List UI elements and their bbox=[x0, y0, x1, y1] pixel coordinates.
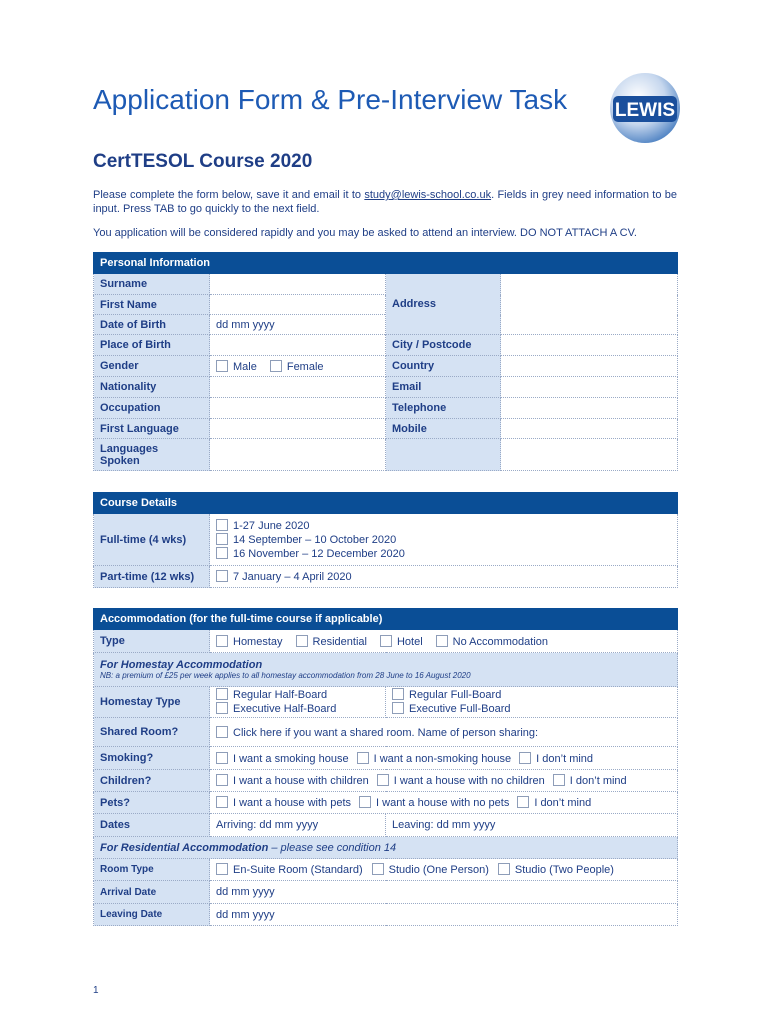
homestay-subheader: For Homestay Accommodation NB: a premium of £25 per week applies to all homestay accommodation from 28 June to 16 August 2020 bbox=[94, 653, 678, 687]
fulltime-label: Full-time (4 wks) bbox=[94, 514, 210, 566]
surname-field[interactable] bbox=[210, 274, 386, 295]
homestay-type-label: Homestay Type bbox=[94, 687, 210, 718]
smoking-options: I want a smoking house I want a non-smoking house I don’t mind bbox=[210, 747, 678, 770]
first-language-label: First Language bbox=[94, 419, 210, 439]
type-options: Homestay Residential Hotel No Accommodation bbox=[210, 630, 678, 653]
residential-subheader: For Residential Accommodation – please see condition 14 bbox=[94, 837, 678, 859]
course-subtitle: CertTESOL Course 2020 bbox=[93, 151, 313, 172]
september-checkbox[interactable] bbox=[216, 533, 228, 545]
leaving-date-label: Leaving Date bbox=[94, 904, 210, 926]
smoking-dont-mind-checkbox[interactable] bbox=[519, 752, 531, 764]
first-name-label: First Name bbox=[94, 295, 210, 315]
gender-options: Male Female bbox=[210, 356, 386, 377]
country-field[interactable] bbox=[501, 356, 678, 377]
email-link[interactable]: study@lewis-school.co.uk bbox=[364, 189, 492, 201]
email-field[interactable] bbox=[501, 377, 678, 398]
gender-label: Gender bbox=[94, 356, 210, 377]
smoking-label: Smoking? bbox=[94, 747, 210, 770]
blank-field-cell bbox=[501, 439, 678, 471]
telephone-label: Telephone bbox=[386, 398, 501, 419]
with-children-checkbox[interactable] bbox=[216, 774, 228, 786]
children-label: Children? bbox=[94, 770, 210, 792]
executive-full-board-checkbox[interactable] bbox=[392, 702, 404, 714]
parttime-label: Part-time (12 wks) bbox=[94, 566, 210, 588]
no-accommodation-checkbox[interactable] bbox=[436, 635, 448, 647]
hotel-checkbox[interactable] bbox=[380, 635, 392, 647]
first-language-field[interactable] bbox=[210, 419, 386, 439]
mobile-field[interactable] bbox=[501, 419, 678, 439]
studio-two-checkbox[interactable] bbox=[498, 863, 510, 875]
address-label: Address bbox=[386, 274, 501, 335]
nationality-field[interactable] bbox=[210, 377, 386, 398]
november-checkbox[interactable] bbox=[216, 547, 228, 559]
first-name-field[interactable] bbox=[210, 295, 386, 315]
country-label: Country bbox=[386, 356, 501, 377]
executive-half-board-checkbox[interactable] bbox=[216, 702, 228, 714]
city-field[interactable] bbox=[501, 335, 678, 356]
section-header: Personal Information bbox=[94, 253, 678, 274]
intro-paragraph: Please complete the form below, save it and email it to study@lewis-school.co.uk. Fields in grey need information to be input. Press TAB to go quickly to the next field. bbox=[93, 189, 677, 215]
accommodation-table bbox=[93, 608, 678, 926]
arriving-field[interactable]: Arriving: dd mm yyyy bbox=[210, 814, 386, 837]
course-details-table bbox=[93, 492, 678, 588]
dob-label: Date of Birth bbox=[94, 315, 210, 335]
homestay-checkbox[interactable] bbox=[216, 635, 228, 647]
lewis-logo bbox=[609, 72, 681, 144]
arrival-date-field[interactable]: dd mm yyyy bbox=[210, 881, 678, 904]
june-checkbox[interactable] bbox=[216, 519, 228, 531]
page-title: Application Form & Pre-Interview Task bbox=[93, 84, 568, 115]
pets-label: Pets? bbox=[94, 792, 210, 814]
place-of-birth-field[interactable] bbox=[210, 335, 386, 356]
city-label: City / Postcode bbox=[386, 335, 501, 356]
mobile-label: Mobile bbox=[386, 419, 501, 439]
studio-one-checkbox[interactable] bbox=[372, 863, 384, 875]
pets-dont-mind-checkbox[interactable] bbox=[517, 796, 529, 808]
children-options: I want a house with children I want a house with no children I don’t mind bbox=[210, 770, 678, 792]
telephone-field[interactable] bbox=[501, 398, 678, 419]
parttime-option: 7 January – 4 April 2020 bbox=[210, 566, 678, 588]
regular-half-board-checkbox[interactable] bbox=[216, 688, 228, 700]
room-type-options: En-Suite Room (Standard) Studio (One Person) Studio (Two People) bbox=[210, 859, 678, 881]
nationality-label: Nationality bbox=[94, 377, 210, 398]
leaving-field[interactable]: Leaving: dd mm yyyy bbox=[386, 814, 678, 837]
dates-label: Dates bbox=[94, 814, 210, 837]
female-checkbox[interactable] bbox=[270, 360, 282, 372]
regular-full-board-checkbox[interactable] bbox=[392, 688, 404, 700]
children-dont-mind-checkbox[interactable] bbox=[553, 774, 565, 786]
pets-options: I want a house with pets I want a house with no pets I don’t mind bbox=[210, 792, 678, 814]
male-checkbox[interactable] bbox=[216, 360, 228, 372]
email-label: Email bbox=[386, 377, 501, 398]
en-suite-checkbox[interactable] bbox=[216, 863, 228, 875]
leaving-date-field[interactable]: dd mm yyyy bbox=[210, 904, 678, 926]
svg-text:LEWIS: LEWIS bbox=[614, 100, 676, 121]
address-field[interactable] bbox=[501, 274, 678, 335]
with-pets-checkbox[interactable] bbox=[216, 796, 228, 808]
blank-label-cell bbox=[386, 439, 501, 471]
non-smoking-house-checkbox[interactable] bbox=[357, 752, 369, 764]
room-type-label: Room Type bbox=[94, 859, 210, 881]
personal-information-table bbox=[93, 252, 678, 471]
type-label: Type bbox=[94, 630, 210, 653]
dob-field[interactable]: dd mm yyyy bbox=[210, 315, 386, 335]
intro-note: You application will be considered rapidly and you may be asked to attend an interview. DO NOT ATTACH A CV. bbox=[93, 227, 637, 239]
shared-room-option: Click here if you want a shared room. Name of person sharing: bbox=[210, 718, 678, 747]
residential-checkbox[interactable] bbox=[296, 635, 308, 647]
homestay-type-col-1: Regular Half-Board Executive Half-Board bbox=[210, 687, 386, 718]
shared-room-label: Shared Room? bbox=[94, 718, 210, 747]
languages-spoken-label: Languages Spoken bbox=[94, 439, 210, 471]
place-of-birth-label: Place of Birth bbox=[94, 335, 210, 356]
occupation-field[interactable] bbox=[210, 398, 386, 419]
january-checkbox[interactable] bbox=[216, 570, 228, 582]
languages-spoken-field[interactable] bbox=[210, 439, 386, 471]
smoking-house-checkbox[interactable] bbox=[216, 752, 228, 764]
section-header: Course Details bbox=[94, 493, 678, 514]
occupation-label: Occupation bbox=[94, 398, 210, 419]
no-pets-checkbox[interactable] bbox=[359, 796, 371, 808]
shared-room-checkbox[interactable] bbox=[216, 726, 228, 738]
page-number: 1 bbox=[93, 985, 99, 996]
no-children-checkbox[interactable] bbox=[377, 774, 389, 786]
homestay-type-col-2: Regular Full-Board Executive Full-Board bbox=[386, 687, 678, 718]
fulltime-options: 1-27 June 2020 14 September – 10 October 2020 16 November – 12 December 2020 bbox=[210, 514, 678, 566]
arrival-date-label: Arrival Date bbox=[94, 881, 210, 904]
section-header: Accommodation (for the full-time course if applicable) bbox=[94, 609, 678, 630]
surname-label: Surname bbox=[94, 274, 210, 295]
